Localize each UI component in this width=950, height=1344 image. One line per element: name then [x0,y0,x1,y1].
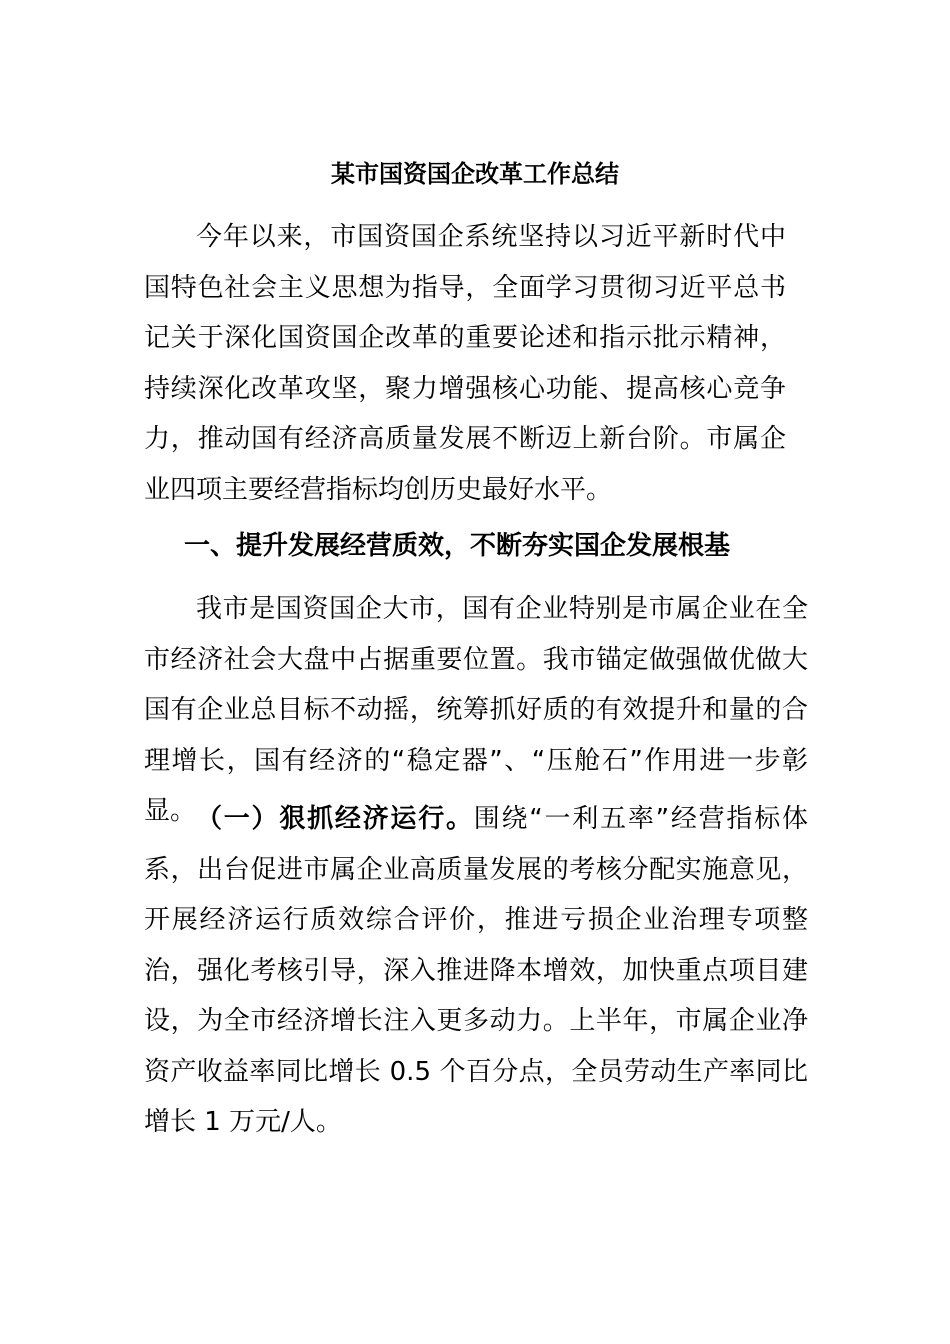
section-heading: 一、提升发展经营质效，不断夯实国企发展根基 [184,531,731,561]
document-title: 某市国资国企改革工作总结 [331,160,619,188]
intro-paragraph: 今年以来，市国资国企系统坚持以习近平新时代中国特色社会主义思想为指导，全面学习贯彻习近平总书记关于深化国资国企改革的重要论述和指示批示精神，持续深化改革攻坚，聚力增强核心功能、提高核心竞争力，推动国有经济高质量发展不断迈上新台阶。市属企业四项主要经营指标均创历史最好水平。 [144,222,786,505]
subsection-lead: （一）狠抓经济运行。 [196,804,474,834]
section-paragraph: 我市是国资国企大市，国有企业特别是市属企业在全市经济社会大盘中占据重要位置。我市锚定做强做优做大国有企业总目标不动摇，统筹抓好质的有效提升和量的合理增长，国有经济的“稳定器”、“压舱石”作用进一步彰显。 [144,594,808,826]
subsection-paragraph [144,794,808,1148]
subsection-body: 围绕“一利五率”经营指标体系，出台促进市属企业高质量发展的考核分配实施意见，开展经济运行质效综合评价，推进亏损企业治理专项整治，强化考核引导，深入推进降本增效，加快重点项目建设，为全市经济增长注入更多动力。上半年，市属企业净资产收益率同比增长 0.5 个百分点，全员劳动生产率同比增长 1 万元/人。 [144,804,808,1137]
